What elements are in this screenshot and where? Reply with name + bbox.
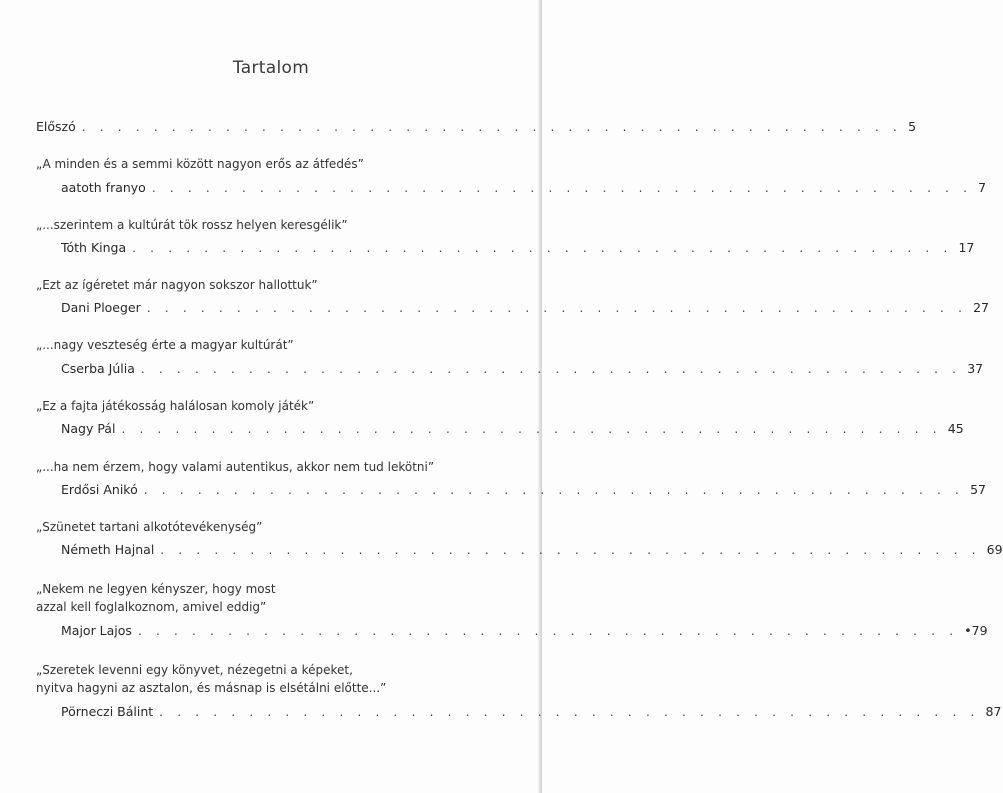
toc-entry: [61, 542, 1003, 562]
toc-page-number: 57: [970, 482, 986, 497]
toc-author: Pörneczi Bálint: [61, 704, 154, 719]
toc-entry: [61, 300, 990, 320]
dot-leader: . . . . . . . . . . . . . . . . . . . . . . . . . . . . . . . . . . . . . . . . . . . . . .: [140, 362, 962, 376]
dot-leader: . . . . . . . . . . . . . . . . . . . . . . . . . . . . . . . . . . . . . . . . . . . . . .: [159, 705, 980, 719]
toc-quote-line: „...szerintem a kultúrát tök rossz helyen keresgélik”: [36, 218, 348, 232]
toc-entry-preface: [36, 119, 917, 139]
toc-author: Major Lajos: [61, 623, 132, 638]
toc-quote: [36, 580, 466, 616]
toc-page-number: 69: [986, 542, 1003, 557]
toc-author: aatoth franyo: [61, 180, 146, 195]
dot-leader: . . . . . . . . . . . . . . . . . . . . . . . . . . . . . . . . . . . . . . . . . . . . . .: [81, 120, 903, 134]
toc-author: Erdősi Anikó: [61, 482, 138, 497]
dot-leader: . . . . . . . . . . . . . . . . . . . . . . . . . . . . . . . . . . . . . . . . . . . . . .: [151, 181, 973, 195]
toc-author: Németh Hajnal: [61, 542, 155, 557]
toc-label: Előszó: [36, 119, 76, 134]
toc-quote: [36, 397, 466, 415]
toc-quote-line: „...ha nem érzem, hogy valami autentikus, akkor nem tud lekötni”: [36, 460, 435, 474]
toc-entry: [61, 361, 984, 381]
toc-entry: [61, 623, 988, 643]
page-title: Tartalom: [232, 58, 310, 78]
toc-quote-line: „Nekem ne legyen kényszer, hogy most: [36, 582, 276, 596]
toc-page-number: 17: [958, 240, 975, 255]
toc-entry: [61, 180, 987, 200]
toc-page-number: 27: [973, 300, 990, 315]
toc-quote: [36, 518, 466, 536]
dot-leader: . . . . . . . . . . . . . . . . . . . . . . . . . . . . . . . . . . . . . . . . . . . . . .: [137, 624, 959, 638]
toc-quote-line: azzal kell foglalkoznom, amivel eddig”: [36, 600, 267, 614]
toc-quote-line: „Szeretek levenni egy könyvet, nézegetni a képeket,: [36, 663, 353, 677]
toc-quote: [36, 276, 466, 294]
dot-leader: . . . . . . . . . . . . . . . . . . . . . . . . . . . . . . . . . . . . . . . . . . . . . .: [132, 241, 953, 255]
toc-author: Tóth Kinga: [61, 240, 127, 255]
toc-quote-line: „Ez a fajta játékosság halálosan komoly játék”: [36, 399, 315, 413]
toc-entry: [61, 240, 975, 260]
toc-quote: [36, 216, 466, 234]
page-edge-shadow: [538, 0, 542, 793]
toc-author: Dani Ploeger: [61, 300, 141, 315]
toc-quote-line: nyitva hagyni az asztalon, és másnap is elsétálni előtte...”: [36, 681, 387, 695]
toc-quote: [36, 336, 466, 354]
toc-quote-line: „...nagy veszteség érte a magyar kultúrát”: [36, 338, 294, 352]
toc-author: Nagy Pál: [61, 421, 116, 436]
toc-quote-line: „Ezt az ígéretet már nagyon sokszor hallottuk”: [36, 278, 318, 292]
toc-page-number: 5: [908, 119, 917, 134]
toc-entry: [61, 482, 986, 502]
toc-quote: [36, 155, 466, 173]
dot-leader: . . . . . . . . . . . . . . . . . . . . . . . . . . . . . . . . . . . . . . . . . . . . . .: [121, 422, 942, 436]
toc-quote-line: „Szünetet tartani alkotótevékenység”: [36, 520, 263, 534]
dot-leader: . . . . . . . . . . . . . . . . . . . . . . . . . . . . . . . . . . . . . . . . . . . . . .: [143, 483, 965, 497]
toc-page-number: 7: [978, 180, 987, 195]
toc-page-number: 37: [967, 361, 984, 376]
toc-author: Cserba Júlia: [61, 361, 135, 376]
dot-leader: . . . . . . . . . . . . . . . . . . . . . . . . . . . . . . . . . . . . . . . . . . . . . .: [160, 543, 981, 557]
toc-entry: [61, 704, 1002, 724]
dot-leader: . . . . . . . . . . . . . . . . . . . . . . . . . . . . . . . . . . . . . . . . . . . . . .: [146, 301, 968, 315]
toc-quote: [36, 661, 466, 697]
toc-entry: [61, 421, 964, 441]
toc-page-number: •79: [964, 623, 988, 638]
toc-quote-line: „A minden és a semmi között nagyon erős az átfedés”: [36, 157, 364, 171]
toc-page-number: 45: [947, 421, 964, 436]
toc-page-number: 87: [985, 704, 1002, 719]
toc-quote: [36, 458, 466, 476]
